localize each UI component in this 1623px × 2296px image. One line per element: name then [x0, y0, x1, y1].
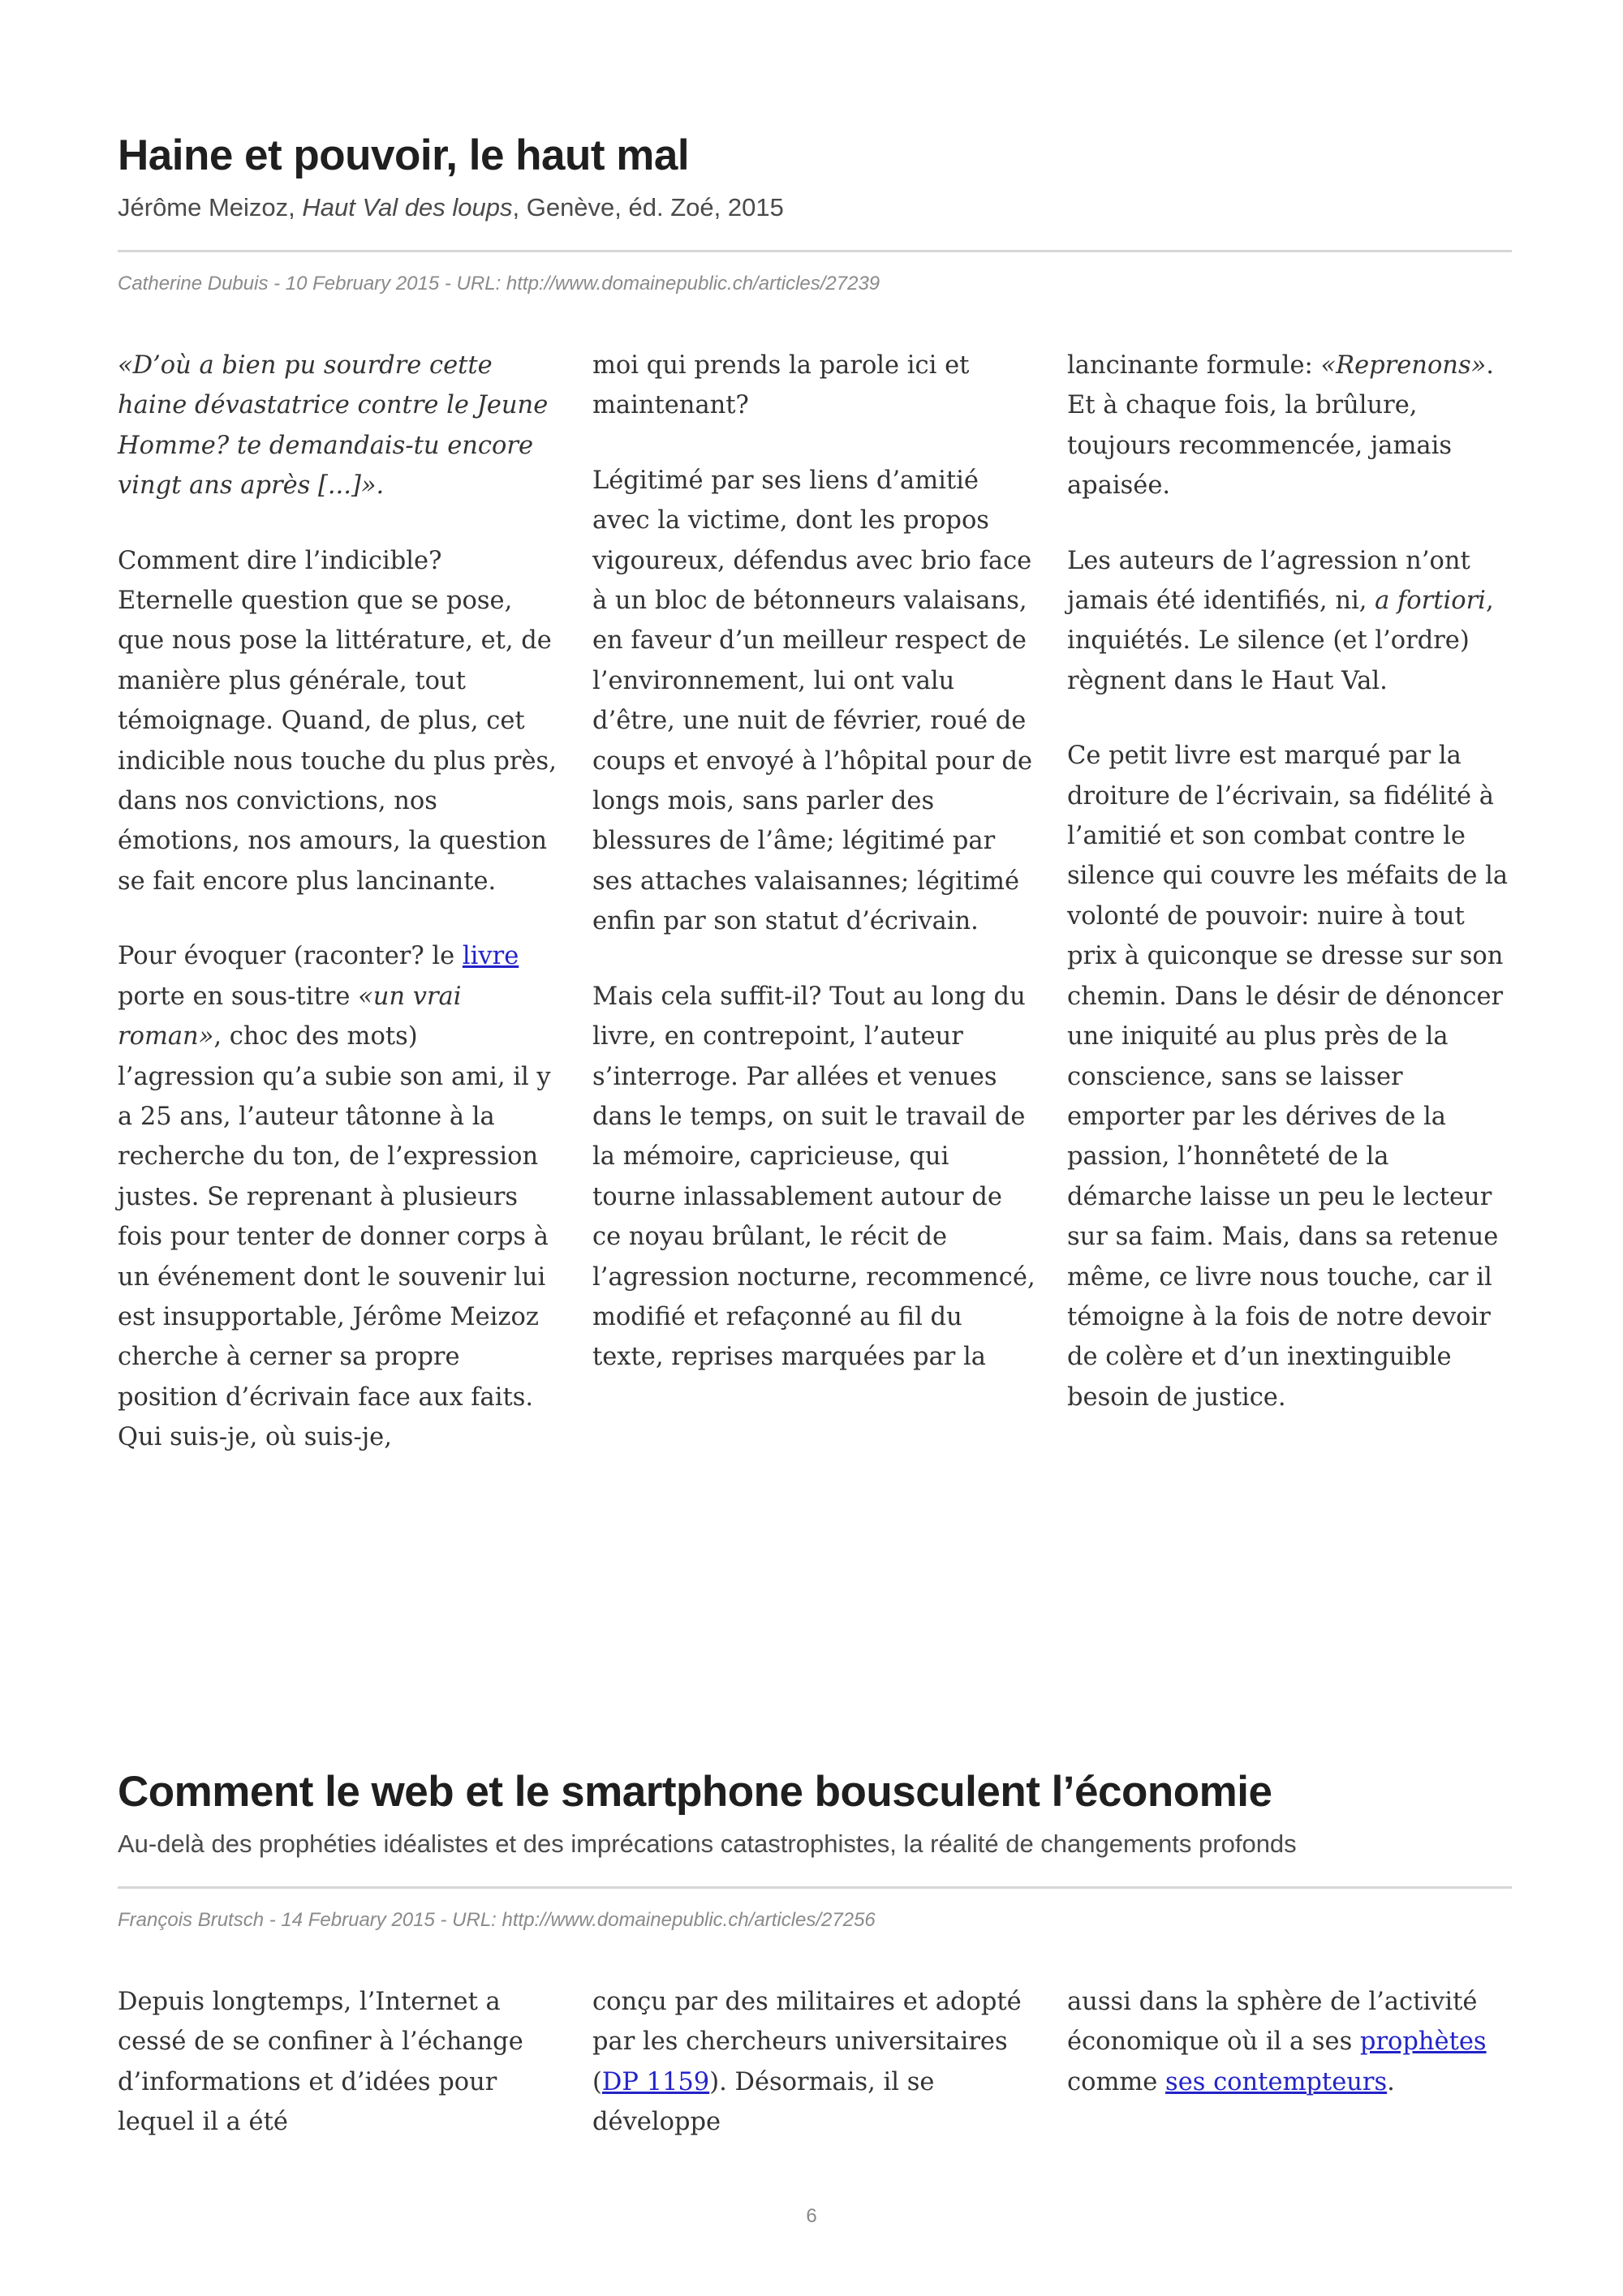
- article-meta: Catherine Dubuis - 10 February 2015 - URL: http://www.domainepublic.ch/articles/27239: [118, 273, 880, 295]
- paragraph: Les auteurs de l’agression n’ont jamais été identifiés, ni, a fortiori, inquiétés. Le silence (et l’ordre) règnent dans le Haut Val.: [1067, 546, 1494, 695]
- paragraph: moi qui prends la parole ici et maintenant?: [592, 351, 970, 420]
- text-column-3: [1067, 1982, 1512, 2143]
- paragraph: «D’où a bien pu sourdre cette haine dévastatrice contre le Jeune Homme? te demandais-tu encore vingt ans après [...]».: [118, 351, 549, 501]
- article-body: [118, 346, 1512, 1458]
- article-meta: François Brutsch - 14 February 2015 - URL: http://www.domainepublic.ch/articles/27256: [118, 1909, 876, 1931]
- divider: [118, 250, 1512, 252]
- paragraph: aussi dans la sphère de l’activité économique où il a ses prophètes comme ses contempteurs.: [1067, 1988, 1487, 2096]
- article-title: Comment le web et le smartphone bousculent l’économie: [118, 1768, 1272, 1816]
- article-subtitle: Au-delà des prophéties idéalistes et des imprécations catastrophistes, la réalité de changements profonds: [118, 1829, 1297, 1858]
- article-body: [118, 1982, 1512, 2143]
- paragraph: Mais cela suffit-il? Tout au long du livre, en contrepoint, l’auteur s’interroge. Par allées et venues dans le temps, on suit le travail de la mémoire, capricieuse, qui tourne inlassablement autour de ce noyau brûlant, le récit de l’agression nocturne, recommencé, modifié et refaçonné au fil du texte, reprises marquées par la: [592, 982, 1035, 1372]
- dp-1159-link[interactable]: DP 1159: [601, 2067, 710, 2096]
- page-number: 6: [806, 2205, 817, 2227]
- article-haine-et-pouvoir: [118, 128, 1512, 1458]
- subtitle-author: Jérôme Meizoz,: [118, 193, 303, 221]
- paragraph: Pour évoquer (raconter? le livre porte en sous-titre «un vrai roman», choc des mots) l’agression qu’a subie son ami, il y a 25 ans, l’auteur tâtonne à la recherche du ton, de l’expression justes. Se reprenant à plusieurs fois pour tenter de donner corps à un événement dont le souvenir lui est insupportable, Jérôme Meizoz cherche à cerner sa propre position d’écrivain face aux faits. Qui suis-je, où suis-je,: [118, 942, 551, 1452]
- article-subtitle: [118, 190, 1512, 226]
- contempteurs-link[interactable]: ses contempteurs: [1165, 2067, 1388, 2096]
- subtitle-publisher: , Genève, éd. Zoé, 2015: [512, 193, 784, 221]
- paragraph: Comment dire l’indicible? Eternelle question que se pose, que nous pose la littérature, et, de manière plus générale, tout témoignage. Quand, de plus, cet indicible nous touche du plus près, dans nos convictions, nos émotions, nos amours, la question se fait encore plus lancinante.: [118, 546, 557, 896]
- livre-link[interactable]: livre: [462, 942, 519, 971]
- paragraph: Depuis longtemps, l’Internet a cessé de se confiner à l’échange d’informations et d’idées pour lequel il a été: [118, 1988, 523, 2137]
- paragraph: Légitimé par ses liens d’amitié avec la victime, dont les propos vigoureux, défendus avec brio face à un bloc de bétonneurs valaisans, en faveur d’un meilleur respect de l’environnement, lui ont valu d’être, une nuit de février, roué de coups et envoyé à l’hôpital pour de longs mois, sans parler des blessures de l’âme; légitimé par ses attaches valaisannes; légitimé enfin par son statut d’écrivain.: [592, 466, 1033, 936]
- paragraph: conçu par des militaires et adopté par les chercheurs universitaires (DP 1159). Désormais, il se développe: [592, 1988, 1022, 2137]
- article-web-smartphone: [118, 1765, 1512, 2143]
- text-column-1: [118, 346, 562, 1458]
- text-column-2: [592, 1982, 1037, 2143]
- prophetes-link[interactable]: prophètes: [1359, 2027, 1487, 2057]
- text-column-1: [118, 1982, 562, 2143]
- paragraph: lancinante formule: «Reprenons». Et à chaque fois, la brûlure, toujours recommencée, jamais apaisée.: [1067, 351, 1494, 501]
- subtitle-book-title: Haut Val des loups: [302, 193, 513, 221]
- text-column-2: [592, 346, 1037, 1458]
- paragraph: Ce petit livre est marqué par la droiture de l’écrivain, sa fidélité à l’amitié et son combat contre le silence qui couvre les méfaits de la volonté de pouvoir: nuire à tout prix à quiconque se dresse sur son chemin. Dans le désir de dénoncer une iniquité au plus près de la conscience, sans se laisser emporter par les dérives de la passion, l’honnêteté de la démarche laisse un peu le lecteur sur sa faim. Mais, dans sa retenue même, ce livre nous touche, car il témoigne à la fois de notre devoir de colère et d’un inextinguible besoin de justice.: [1067, 742, 1509, 1412]
- article-title: Haine et pouvoir, le haut mal: [118, 131, 690, 179]
- text-column-3: [1067, 346, 1512, 1458]
- divider: [118, 1886, 1512, 1889]
